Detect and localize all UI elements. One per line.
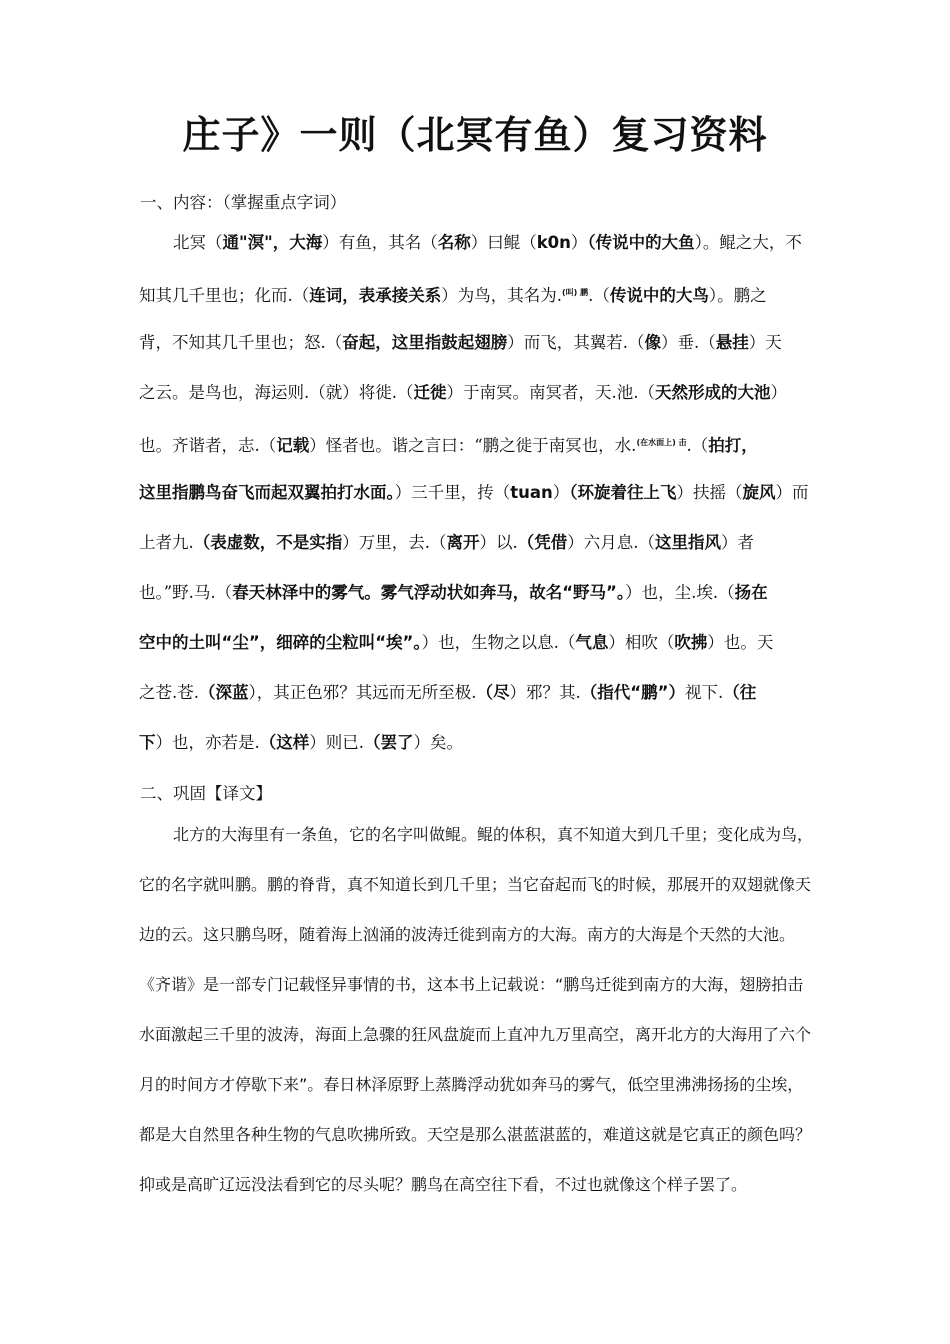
- text-run: ）天: [748, 333, 782, 352]
- text-run: .（: [588, 286, 610, 305]
- translation-line: 水面激起三千里的波涛，海面上急骤的狂风盘旋而上直冲九万里高空，离开北方的大海用了六个: [139, 1025, 812, 1044]
- content-line: [139, 480, 815, 530]
- emphasis-note: 像: [644, 333, 661, 352]
- emphasis-note: 气息: [575, 633, 609, 652]
- emphasis-note: （凭借: [517, 533, 568, 552]
- emphasis-note: （环旋着往上飞: [569, 483, 677, 502]
- emphasis-note: 这里指鹏鸟奋飞而起双翼拍打水面。: [139, 483, 395, 502]
- text-run: 也。齐谐者，志.（: [139, 436, 277, 455]
- text-run: ）。鲲之大，不: [694, 233, 802, 252]
- text-run: ）邪？其.: [509, 683, 581, 702]
- text-run: 视下.: [684, 683, 724, 702]
- text-run: ）而: [775, 483, 809, 502]
- text-run: ）于南冥。南冥者，天.池.（: [446, 383, 655, 402]
- emphasis-note: （传说中的大鱼: [587, 233, 695, 252]
- emphasis-note: 通"溟"，大海: [222, 233, 323, 252]
- text-run: ）为鸟，其名为.: [441, 286, 562, 305]
- content-line: [139, 530, 815, 580]
- emphasis-note: （这样: [259, 733, 310, 752]
- emphasis-note: 天然形成的大池: [655, 383, 771, 402]
- text-run: ）有鱼，其名（: [322, 233, 438, 252]
- content-line: [139, 680, 815, 730]
- translation-paragraph: [139, 822, 815, 1222]
- text-run: 之苍.苍.: [139, 683, 199, 702]
- text-run: ）怪者也。谐之言曰：“鹏之徙于南冥也，水.: [309, 436, 637, 455]
- text-run: 北冥（: [173, 233, 223, 252]
- annotation: (叫) 鹏: [562, 288, 589, 297]
- text-run: ）六月息.（: [567, 533, 655, 552]
- text-run: ）万里，去.（: [342, 533, 447, 552]
- emphasis-note: 下: [139, 733, 156, 752]
- text-run: ）: [770, 383, 787, 402]
- content-line: [139, 730, 815, 780]
- section-heading-translation: 二、巩固【译文】: [140, 784, 272, 803]
- emphasis-note: （罢了: [364, 733, 414, 752]
- translation-line: 抑或是高旷辽远没法看到它的尽头呢？鹏鸟在高空往下看，不过也就像这个样子罢了。: [139, 1175, 748, 1194]
- emphasis-note: 记载: [276, 436, 310, 455]
- text-run: ）矣。: [413, 733, 463, 752]
- content-paragraph: [139, 230, 815, 780]
- emphasis-note: 旋风: [742, 483, 776, 502]
- emphasis-note: 吹拂: [674, 633, 708, 652]
- emphasis-note: （深蓝: [199, 683, 249, 702]
- translation-line: 边的云。这只鹏鸟呀，随着海上汹涌的波涛迁徙到南方的大海。南方的大海是个天然的大池。: [139, 925, 796, 944]
- emphasis-note: （尽: [476, 683, 510, 702]
- emphasis-note: （往: [723, 683, 757, 702]
- text-run: ）也，亦若是.: [155, 733, 260, 752]
- text-run: ）垂.（: [661, 333, 716, 352]
- content-line: [139, 230, 815, 280]
- emphasis-note: 扬在: [734, 583, 768, 602]
- text-run: ）曰鲲（: [470, 233, 537, 252]
- emphasis-note: k0n: [536, 233, 571, 252]
- emphasis-note: 离开: [446, 533, 480, 552]
- emphasis-note: 奋起，这里指鼓起翅膀: [342, 333, 508, 352]
- text-run: 背，不知其几千里也；怒.（: [139, 333, 343, 352]
- text-run: ）者: [721, 533, 754, 552]
- translation-line: 北方的大海里有一条鱼，它的名字叫做鲲。鲲的体积，真不知道大到几千里；变化成为鸟，: [173, 825, 814, 844]
- translation-line: 它的名字就叫鹏。鹏的脊背，真不知道长到几千里；当它奋起而飞的时候，那展开的双翅就像天: [139, 875, 812, 894]
- text-run: 上者九.: [139, 533, 194, 552]
- translation-line: 《齐谐》是一部专门记载怪异事情的书，这本书上记载说：“鹏鸟迁徙到南方的大海，翅膀拍击: [139, 975, 804, 994]
- translation-line: 都是大自然里各种生物的气息吹拂所致。天空是那么湛蓝湛蓝的，难道这就是它真正的颜色吗？: [139, 1125, 812, 1144]
- emphasis-note: （指代“鹏”）: [580, 683, 685, 702]
- content-line: [139, 430, 815, 480]
- text-run: 知其几千里也；化而.（: [139, 286, 310, 305]
- emphasis-note: 名称: [437, 233, 471, 252]
- text-run: ）三千里，抟（: [394, 483, 511, 502]
- text-run: ）。鹏之: [708, 286, 767, 305]
- text-run: ）也。天: [707, 633, 774, 652]
- emphasis-note: 拍打，: [708, 436, 758, 455]
- text-run: ）: [570, 233, 588, 252]
- annotation: (在水面上) 击: [636, 438, 687, 447]
- content-line: [139, 630, 815, 680]
- text-run: 也。”野.马.（: [139, 583, 233, 602]
- text-run: ）扶摇（: [676, 483, 743, 502]
- text-run: ）而飞，其翼若.（: [507, 333, 645, 352]
- text-run: ）则已.: [309, 733, 364, 752]
- translation-line: 月的时间方才停歇下来”。春日林泽原野上蒸腾浮动犹如奔马的雾气，低空里沸沸扬扬的尘埃，: [139, 1075, 804, 1094]
- text-run: ）: [552, 483, 570, 502]
- text-run: ），其正色邪？其远而无所至极.: [248, 683, 477, 702]
- text-run: ）以.: [479, 533, 518, 552]
- emphasis-note: tuan: [510, 483, 553, 502]
- emphasis-note: 传说中的大鸟: [609, 286, 709, 305]
- emphasis-note: 空中的土叫“尘”，细碎的尘粒叫“埃”。: [139, 633, 422, 652]
- emphasis-note: 迁徙: [413, 383, 447, 402]
- emphasis-note: 春天林泽中的雾气。雾气浮动状如奔马，故名“野马”。: [232, 583, 626, 602]
- content-line: [139, 280, 815, 330]
- section-heading-content: 一、内容：（掌握重点字词）: [140, 193, 347, 212]
- emphasis-note: 这里指风: [655, 533, 721, 552]
- content-line: [139, 380, 815, 430]
- content-line: [139, 330, 815, 380]
- emphasis-note: 连词，表承接关系: [309, 286, 442, 305]
- text-run: ）也，尘.埃.（: [625, 583, 735, 602]
- text-run: ）相吹（: [608, 633, 675, 652]
- page-title: 庄子》一则（北冥有鱼）复习资料: [182, 113, 768, 157]
- text-run: .（: [686, 436, 709, 455]
- emphasis-note: （表虚数，不是实指: [193, 533, 343, 552]
- text-run: ）也，生物之以息.（: [421, 633, 576, 652]
- content-line: [139, 580, 815, 630]
- emphasis-note: 悬挂: [715, 333, 749, 352]
- text-run: 之云。是鸟也，海运则.（就）将徙.（: [139, 383, 414, 402]
